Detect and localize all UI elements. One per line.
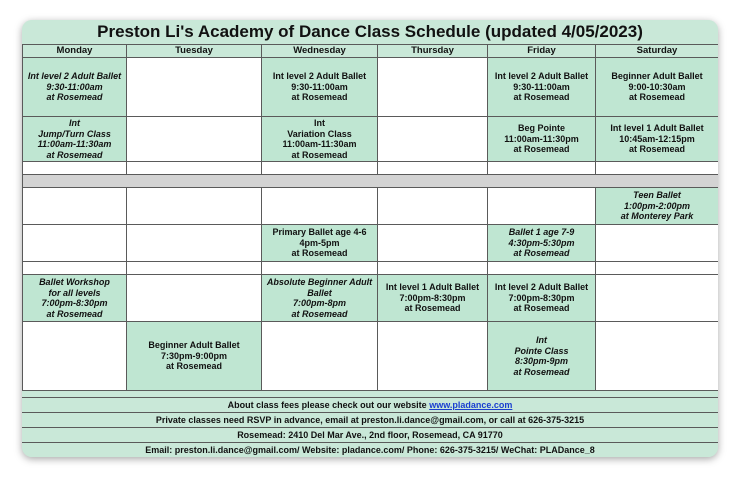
class-location: at Rosemead xyxy=(46,308,103,319)
class-name: Ballet Workshop for all levels xyxy=(39,277,110,298)
class-name: Int level 2 Adult Ballet xyxy=(272,71,367,82)
class-name: Teen Ballet xyxy=(633,190,681,201)
class-time: 11:00am-11:30am xyxy=(282,139,357,149)
schedule-table xyxy=(22,44,718,391)
class-cell xyxy=(488,117,596,162)
class-cell xyxy=(262,58,378,117)
class-cell xyxy=(262,275,378,322)
schedule-title: Preston Li's Academy of Dance Class Schedule (updated 4/05/2023) xyxy=(22,20,718,44)
class-time: 11:00am-11:30pm xyxy=(504,133,579,144)
footer-contact: Email: preston.li.dance@gmail.com/ Website: pladance.com/ Phone: 626-375-3215/ WeChat: PLADance_8 xyxy=(22,442,718,457)
class-cell xyxy=(262,117,378,162)
empty-cell xyxy=(378,322,488,391)
class-time: 11:00am-11:30am xyxy=(37,139,112,149)
class-location: at Rosemead xyxy=(165,361,223,372)
class-cell xyxy=(23,58,127,117)
empty-cell xyxy=(378,225,488,262)
class-time: 9:30-11:00am xyxy=(46,81,103,92)
class-name: Beginner Adult Ballet xyxy=(148,340,240,351)
class-name: Int Variation Class xyxy=(287,118,352,139)
class-time: 9:30-11:00am xyxy=(513,81,570,92)
class-cell xyxy=(23,117,127,162)
class-time: 7:00pm-8:30pm xyxy=(41,298,108,308)
class-location: at Monterey Park xyxy=(620,211,694,222)
class-time: 9:30-11:00am xyxy=(291,81,348,92)
empty-cell xyxy=(596,275,719,322)
class-location: at Rosemead xyxy=(291,92,348,103)
class-cell xyxy=(488,322,596,391)
day-header-friday: Friday xyxy=(488,45,596,58)
class-location: at Rosemead xyxy=(513,248,570,259)
class-time: 7:00pm-8:30pm xyxy=(399,292,466,303)
class-cell xyxy=(596,117,719,162)
day-header-tuesday: Tuesday xyxy=(127,45,262,58)
class-name: Absolute Beginner Adult Ballet xyxy=(266,277,373,298)
class-location: at Rosemead xyxy=(628,92,686,103)
empty-cell xyxy=(23,188,127,225)
class-location: at Rosemead xyxy=(513,144,570,155)
class-location: at Rosemead xyxy=(291,308,348,319)
class-name: Int level 2 Adult Ballet xyxy=(494,71,589,82)
class-name: Int Jump/Turn Class xyxy=(38,118,111,139)
class-cell xyxy=(596,188,719,225)
class-location: at Rosemead xyxy=(513,303,570,314)
class-cell xyxy=(378,275,488,322)
class-location: at Rosemead xyxy=(513,92,570,103)
empty-cell xyxy=(127,58,262,117)
class-name: Int level 2 Adult Ballet xyxy=(494,282,589,293)
class-time: 8:30pm-9pm xyxy=(514,356,568,366)
footer-fees-text: About class fees please check out our website xyxy=(227,400,430,410)
footer-private-classes: Private classes need RSVP in advance, email at preston.li.dance@gmail.com, or call at 626-375-3215 xyxy=(22,412,718,427)
schedule-row xyxy=(23,58,719,117)
class-name: Int level 1 Adult Ballet xyxy=(385,282,480,293)
spacer-row xyxy=(23,262,719,275)
class-location: at Rosemead xyxy=(513,366,570,377)
empty-cell xyxy=(378,188,488,225)
class-location: at Rosemead xyxy=(291,149,348,160)
class-location: at Rosemead xyxy=(46,92,103,103)
day-header-thursday: Thursday xyxy=(378,45,488,58)
class-name: Int level 1 Adult Ballet xyxy=(610,123,704,134)
class-name: Beginner Adult Ballet xyxy=(611,71,703,82)
empty-cell xyxy=(23,225,127,262)
schedule-card xyxy=(22,20,718,457)
schedule-row xyxy=(23,117,719,162)
day-header-monday: Monday xyxy=(23,45,127,58)
class-time: 10:45am-12:15pm xyxy=(619,133,695,144)
class-cell xyxy=(23,275,127,322)
class-time: 7:00pm-8pm xyxy=(292,298,346,308)
empty-cell xyxy=(262,188,378,225)
class-location: at Rosemead xyxy=(628,144,686,155)
empty-cell xyxy=(488,188,596,225)
footer-fees xyxy=(22,397,718,412)
class-location: at Rosemead xyxy=(404,303,461,314)
class-cell xyxy=(488,58,596,117)
schedule-row xyxy=(23,275,719,322)
empty-cell xyxy=(262,322,378,391)
empty-cell xyxy=(596,322,719,391)
day-header-row xyxy=(23,45,719,58)
spacer-row xyxy=(23,162,719,175)
day-header-wednesday: Wednesday xyxy=(262,45,378,58)
class-name: Ballet 1 age 7-9 xyxy=(508,227,575,238)
class-cell xyxy=(127,322,262,391)
class-cell xyxy=(262,225,378,262)
footer-address: Rosemead: 2410 Del Mar Ave., 2nd floor, Rosemead, CA 91770 xyxy=(22,427,718,442)
empty-cell xyxy=(378,58,488,117)
class-time: 4:30pm-5:30pm xyxy=(508,237,575,248)
class-time: 7:00pm-8:30pm xyxy=(508,292,575,303)
class-time: 4pm-5pm xyxy=(299,237,340,248)
schedule-row xyxy=(23,188,719,225)
empty-cell xyxy=(23,322,127,391)
day-header-saturday: Saturday xyxy=(596,45,719,58)
empty-cell xyxy=(596,225,719,262)
class-time: 1:00pm-2:00pm xyxy=(623,200,691,211)
class-name: Int level 2 Adult Ballet xyxy=(27,71,122,82)
empty-cell xyxy=(127,117,262,162)
class-cell xyxy=(596,58,719,117)
class-time: 7:30pm-9:00pm xyxy=(160,350,228,361)
class-cell xyxy=(488,225,596,262)
empty-cell xyxy=(127,275,262,322)
class-location: at Rosemead xyxy=(291,248,348,259)
empty-cell xyxy=(127,188,262,225)
class-location: at Rosemead xyxy=(46,149,103,160)
schedule-row xyxy=(23,322,719,391)
class-name: Int Pointe Class xyxy=(514,335,569,356)
class-name: Beg Pointe xyxy=(517,123,565,134)
divider-row xyxy=(23,175,719,188)
empty-cell xyxy=(378,117,488,162)
class-time: 9:00-10:30am xyxy=(628,81,686,92)
empty-cell xyxy=(127,225,262,262)
class-cell xyxy=(488,275,596,322)
class-name: Primary Ballet age 4-6 xyxy=(272,227,367,238)
schedule-row xyxy=(23,225,719,262)
website-link[interactable]: www.pladance.com xyxy=(429,400,513,410)
